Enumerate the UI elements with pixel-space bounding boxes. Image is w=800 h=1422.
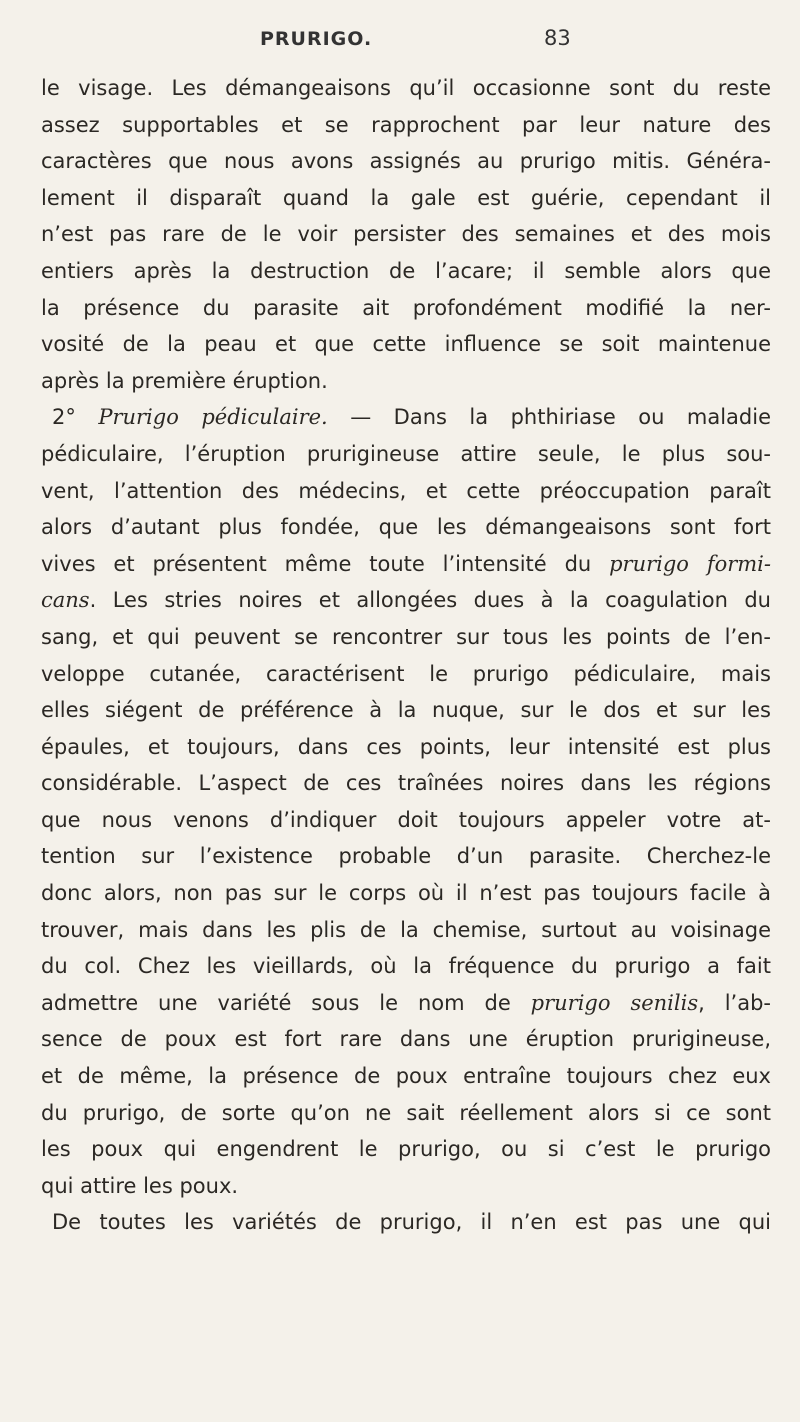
running-header — [0, 24, 800, 54]
text-line: vosité de la peau et que cette influence se soit maintenue — [41, 332, 771, 357]
text-line: alors d’autant plus fondée, que les démangeaisons sont fort — [41, 515, 771, 540]
text-line: épaules, et toujours, dans ces points, leur intensité est plus — [41, 734, 771, 759]
text-line: et de même, la présence de poux entraîne toujours chez eux — [41, 1064, 771, 1089]
text-line: après la première éruption. — [41, 368, 328, 393]
text-line: considérable. L’aspect de ces traînées noires dans les régions — [41, 771, 771, 796]
text-line: veloppe cutanée, caractérisent le prurigo pédiculaire, mais — [41, 661, 771, 686]
text-line: De toutes les variétés de prurigo, il n’en est pas une qui — [52, 1210, 771, 1235]
text-line: caractères que nous avons assignés au prurigo mitis. Généra- — [41, 149, 771, 174]
text-line: les poux qui engendrent le prurigo, ou si c’est le prurigo — [41, 1137, 771, 1162]
text-line: pédiculaire, l’éruption prurigineuse attire seule, le plus sou- — [41, 441, 771, 466]
section-heading-rest: — Dans la phthiriase ou maladie — [327, 405, 772, 430]
text-run: . Les stries noires et allongées dues à la coagulation du — [89, 588, 771, 613]
text-line: n’est pas rare de le voir persister des semaines et des mois — [41, 222, 771, 247]
text-line: du col. Chez les vieillards, où la fréquence du prurigo a fait — [41, 954, 771, 979]
text-line: trouver, mais dans les plis de la chemise, surtout au voisinage — [41, 917, 771, 942]
text-line: vent, l’attention des médecins, et cette préoccupation paraît — [41, 478, 771, 503]
italic-term: prurigo formi- — [609, 551, 771, 576]
text-line: lement il disparaît quand la gale est guérie, cependant il — [41, 185, 771, 210]
page-number: 83 — [544, 26, 571, 50]
text-line: du prurigo, de sorte qu’on ne sait réellement alors si ce sont — [41, 1100, 771, 1125]
section-title: Prurigo pédiculaire. — [98, 405, 328, 430]
text-line: sence de poux est fort rare dans une éruption prurigineuse, — [41, 1027, 771, 1052]
text-line — [41, 985, 771, 1022]
text-line: tention sur l’existence probable d’un parasite. Cherchez-le — [41, 844, 771, 869]
text-run: vives et présentent même toute l’intensité du — [41, 551, 610, 576]
text-line: donc alors, non pas sur le corps où il n’est pas toujours facile à — [41, 881, 771, 906]
italic-term: prurigo senilis — [530, 990, 699, 1015]
body-text — [41, 70, 771, 1241]
text-line: entiers après la destruction de l’acare; il semble alors que — [41, 258, 771, 283]
text-line — [41, 582, 771, 619]
text-run: , l’ab- — [698, 990, 771, 1015]
text-line: sang, et qui peuvent se rencontrer sur tous les points de l’en- — [41, 624, 771, 649]
text-line: elles siégent de préférence à la nuque, sur le dos et sur les — [41, 698, 771, 723]
text-run: admettre une variété sous le nom de — [41, 990, 531, 1015]
text-line: que nous venons d’indiquer doit toujours appeler votre at- — [41, 807, 771, 832]
section-heading-line — [41, 399, 771, 436]
text-line: la présence du parasite ait profondément modifié la ner- — [41, 295, 771, 320]
running-title: PRURIGO. — [260, 28, 373, 50]
text-line: assez supportables et se rapprochent par leur nature des — [41, 112, 771, 137]
italic-term: cans — [41, 588, 90, 613]
section-number: 2° — [52, 405, 99, 430]
text-line: le visage. Les démangeaisons qu’il occasionne sont du reste — [41, 76, 771, 100]
text-line — [41, 546, 771, 583]
text-line: qui attire les poux. — [41, 1173, 239, 1198]
